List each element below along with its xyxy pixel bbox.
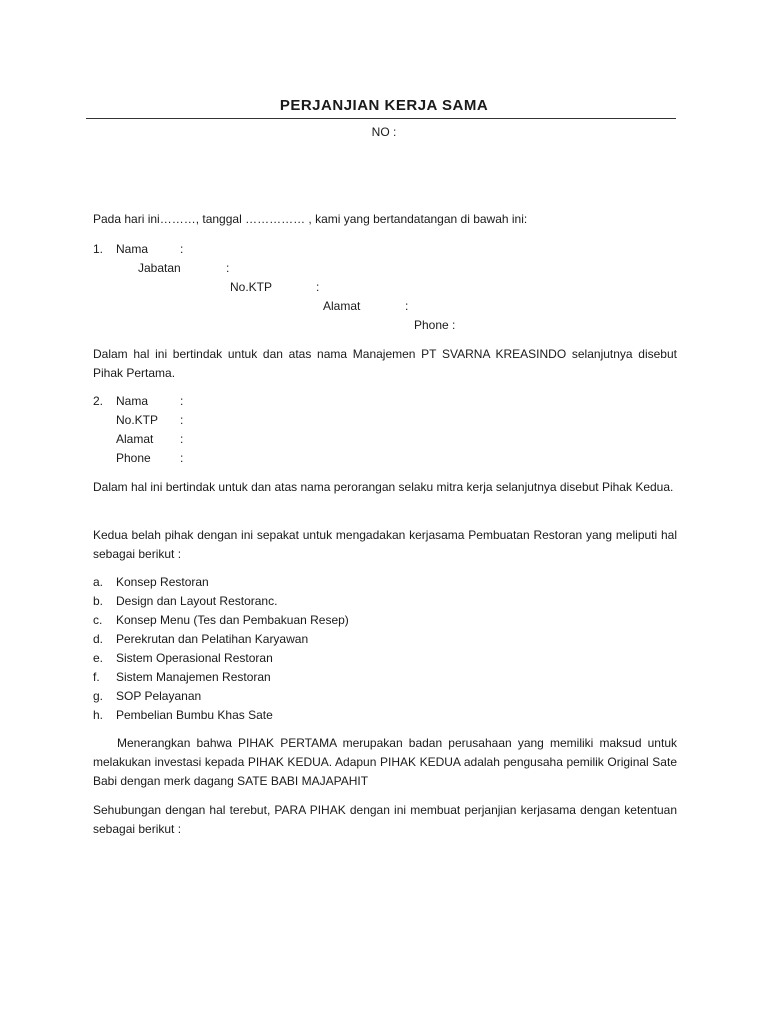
party1-jabatan-colon: : — [226, 261, 230, 275]
scope-item-text: Sistem Operasional Restoran — [116, 651, 273, 665]
scope-item-letter: g. — [93, 689, 104, 703]
scope-item-text: Pembelian Bumbu Khas Sate — [116, 708, 273, 722]
scope-item-letter: h. — [93, 708, 104, 722]
party1-statement: Dalam hal ini bertindak untuk dan atas nama Manajemen PT SVARNA KREASINDO selanjutnya disebut Pihak Pertama. — [93, 347, 677, 380]
party2-phone-colon: : — [180, 451, 184, 465]
party1-ktp-colon: : — [316, 280, 320, 294]
agreement-intro: Kedua belah pihak dengan ini sepakat untuk mengadakan kerjasama Pembuatan Restoran yang meliputi hal sebagai berikut : — [93, 528, 677, 561]
party2-statement: Dalam hal ini bertindak untuk dan atas nama perorangan selaku mitra kerja selanjutnya disebut Pihak Kedua. — [93, 480, 674, 494]
opening-paragraph: Pada hari ini………, tanggal …………… , kami yang bertandatangan di bawah ini: — [93, 212, 528, 226]
party2-alamat-colon: : — [180, 432, 184, 446]
party2-nama-label: Nama — [116, 394, 149, 408]
party1-alamat-colon: : — [405, 299, 409, 313]
scope-item-text: Perekrutan dan Pelatihan Karyawan — [116, 632, 309, 646]
closing-paragraph: Sehubungan dengan hal terebut, PARA PIHAK dengan ini membuat perjanjian kerjasama dengan ketentuan sebagai berikut : — [93, 803, 677, 836]
scope-item-text: Konsep Restoran — [116, 575, 209, 589]
party2-phone-label: Phone — [116, 451, 151, 465]
party1-alamat-label: Alamat — [323, 299, 361, 313]
party2-number: 2. — [93, 394, 104, 408]
scope-item-letter: e. — [93, 651, 104, 665]
document-number: NO : — [371, 125, 397, 139]
scope-item-letter: b. — [93, 594, 104, 608]
scope-item-text: Design dan Layout Restoranc. — [116, 594, 278, 608]
scope-item-letter: a. — [93, 575, 104, 589]
party2-nama-colon: : — [180, 394, 184, 408]
party2-ktp-colon: : — [180, 413, 184, 427]
party1-number: 1. — [93, 242, 104, 256]
party1-phone-label: Phone : — [414, 318, 456, 332]
party2-ktp-label: No.KTP — [116, 413, 159, 427]
party1-jabatan-label: Jabatan — [138, 261, 181, 275]
party2-alamat-label: Alamat — [116, 432, 154, 446]
document-title: PERJANJIAN KERJA SAMA — [279, 97, 489, 114]
party1-nama-colon: : — [180, 242, 184, 256]
party1-nama-label: Nama — [116, 242, 149, 256]
scope-item-letter: d. — [93, 632, 104, 646]
scope-item-letter: f. — [93, 670, 100, 684]
title-divider — [86, 118, 676, 119]
party1-ktp-label: No.KTP — [230, 280, 273, 294]
scope-item-letter: c. — [93, 613, 103, 627]
scope-item-text: Sistem Manajemen Restoran — [116, 670, 271, 684]
explanation-paragraph: Menerangkan bahwa PIHAK PERTAMA merupakan badan perusahaan yang memiliki maksud untuk melakukan investasi kepada PIHAK KEDUA. Adapun PIHAK KEDUA adalah pengusaha pemilik Original Sate Babi dengan merk dagang SATE BABI MAJAPAHIT — [93, 736, 677, 788]
scope-item-text: SOP Pelayanan — [116, 689, 202, 703]
scope-item-text: Konsep Menu (Tes dan Pembakuan Resep) — [116, 613, 349, 627]
